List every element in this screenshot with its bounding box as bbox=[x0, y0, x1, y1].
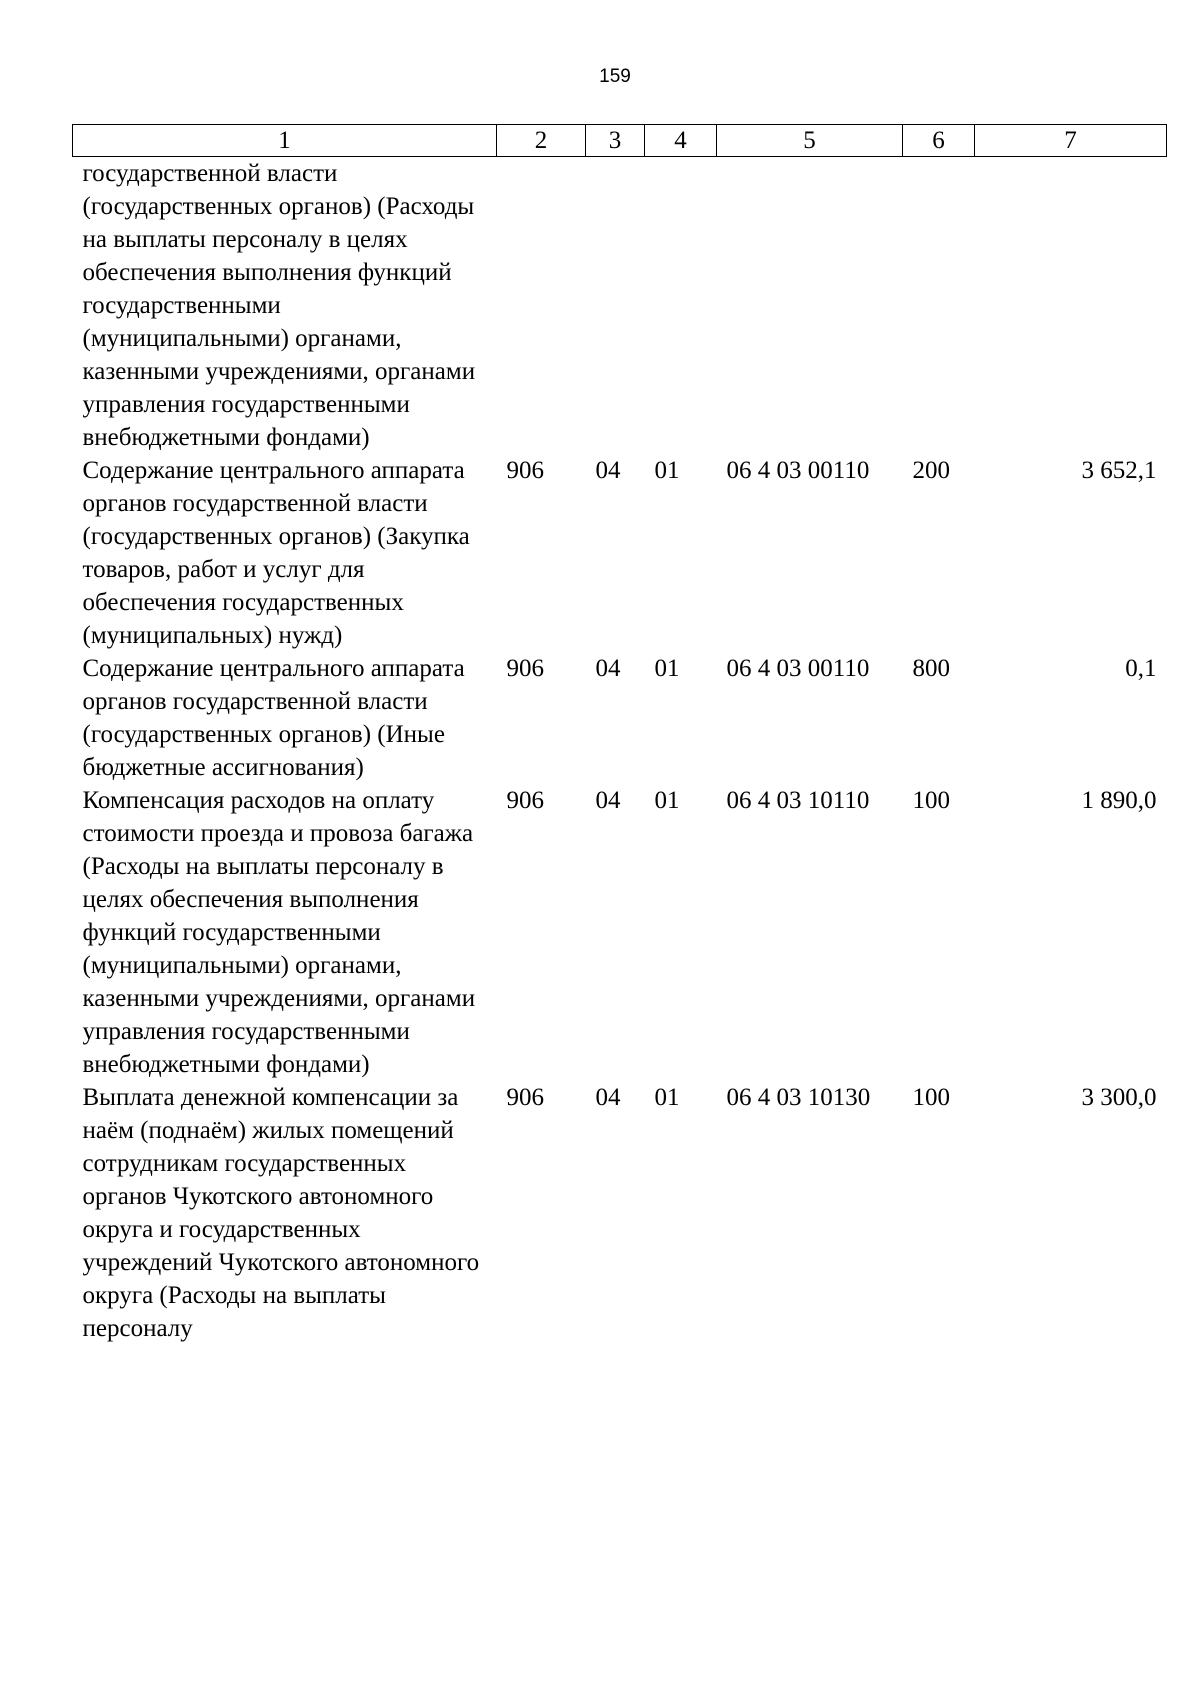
row-target-code bbox=[717, 157, 903, 455]
budget-table bbox=[72, 124, 1167, 1345]
row-ministry-code: 906 bbox=[506, 787, 544, 814]
row-ministry-code: 906 bbox=[506, 655, 544, 682]
table-row bbox=[73, 1081, 1167, 1345]
header-col-4: 4 bbox=[645, 125, 717, 157]
row-amount bbox=[975, 157, 1167, 455]
row-ministry-code bbox=[497, 157, 586, 455]
row-section-code bbox=[586, 157, 645, 455]
header-col-7: 7 bbox=[975, 125, 1167, 157]
row-amount: 0,1 bbox=[1125, 655, 1157, 682]
table-header bbox=[73, 125, 1167, 157]
row-subsection-code: 01 bbox=[654, 457, 680, 484]
table-body bbox=[73, 157, 1167, 1346]
row-section-code: 04 bbox=[595, 655, 621, 682]
row-amount: 3 652,1 bbox=[1081, 457, 1157, 484]
row-expense-type-code: 100 bbox=[912, 1084, 950, 1111]
table-row bbox=[73, 157, 1167, 455]
row-amount: 1 890,0 bbox=[1081, 787, 1157, 814]
row-target-code: 06 4 03 10110 bbox=[726, 787, 870, 814]
row-subsection-code: 01 bbox=[654, 787, 680, 814]
header-col-3: 3 bbox=[586, 125, 645, 157]
row-subsection-code: 01 bbox=[654, 655, 680, 682]
row-ministry-code: 906 bbox=[506, 1084, 544, 1111]
table-row bbox=[73, 652, 1167, 784]
table-row bbox=[73, 784, 1167, 1081]
row-target-code: 06 4 03 10130 bbox=[726, 1084, 871, 1111]
page-number: 159 bbox=[599, 66, 631, 87]
row-expense-type-code: 100 bbox=[912, 787, 950, 814]
row-target-code: 06 4 03 00110 bbox=[726, 655, 870, 682]
header-col-6: 6 bbox=[903, 125, 975, 157]
row-expense-type-code: 200 bbox=[912, 457, 950, 484]
row-section-code: 04 bbox=[595, 457, 621, 484]
row-section-code: 04 bbox=[595, 787, 621, 814]
row-expense-type-code bbox=[903, 157, 975, 455]
row-expense-type-code: 800 bbox=[912, 655, 950, 682]
row-amount: 3 300,0 bbox=[1081, 1084, 1157, 1111]
row-section-code: 04 bbox=[595, 1084, 621, 1111]
row-description: Компенсация расходов на оплату стоимости проезда и провоза багажа (Расходы на выплаты персоналу в целях обеспечения выполнения функций государственными (муниципальными) органами, казенными учреждениями, органами управления государственными внебюджетными фондами) bbox=[82, 787, 476, 1078]
table-row bbox=[73, 454, 1167, 652]
row-subsection-code bbox=[645, 157, 717, 455]
header-col-1: 1 bbox=[73, 125, 497, 157]
row-description: Выплата денежной компенсации за наём (поднаём) жилых помещений сотрудникам государственных органов Чукотского автономного округа и государственных учреждений Чукотского автономного округа (Расходы на выплаты персоналу bbox=[82, 1084, 480, 1342]
header-row bbox=[73, 125, 1167, 157]
row-subsection-code: 01 bbox=[654, 1084, 680, 1111]
row-description: Содержание центрального аппарата органов государственной власти (государственных органов) (Иные бюджетные ассигнования) bbox=[82, 655, 465, 781]
row-description: государственной власти (государственных органов) (Расходы на выплаты персоналу в целях обеспечения выполнения функций государственными (муниципальными) органами, казенными учреждениями, органами управления государственными внебюджетными фондами) bbox=[82, 160, 476, 451]
header-col-5: 5 bbox=[717, 125, 903, 157]
row-target-code: 06 4 03 00110 bbox=[726, 457, 870, 484]
row-ministry-code: 906 bbox=[506, 457, 544, 484]
row-description: Содержание центрального аппарата органов государственной власти (государственных органов) (Закупка товаров, работ и услуг для обеспечения государственных (муниципальных) нужд) bbox=[82, 457, 470, 649]
header-col-2: 2 bbox=[497, 125, 586, 157]
